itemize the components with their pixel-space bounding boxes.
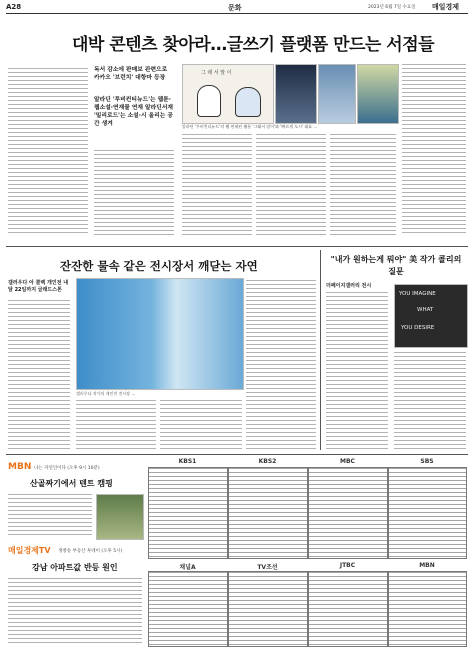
mid-column-rule	[320, 250, 321, 450]
issue-date: 2023년 6월 7일 수요일	[368, 5, 416, 10]
mid-left-text-col4	[246, 280, 316, 450]
mid-left-headline: 잔잔한 물속 같은 전시장서 깨닫는 자연	[60, 259, 258, 273]
mid-left-text-col1	[8, 300, 70, 450]
tv-grid-bottom	[148, 562, 466, 646]
top-article-bottom-rule	[6, 246, 468, 247]
mid-bottom-rule	[6, 454, 468, 455]
tv-channel-channela: 채널A	[179, 564, 196, 571]
webtoon-figure-right	[235, 87, 261, 117]
top-image-cover-3	[357, 64, 399, 124]
mbn-program-time: 나는 자연인이다 (오후 9시 10분)	[34, 466, 100, 471]
tv-channel-mbn: MBN	[419, 562, 435, 569]
tv-channel-jtbc: JTBC	[339, 562, 356, 569]
top-article-text-col5	[330, 134, 396, 236]
mbn-logo: MBN	[8, 462, 32, 472]
top-article-text-col1	[8, 68, 88, 236]
mid-left-caption: 갤러우다 작가의 개인전 전시장 …	[76, 391, 136, 396]
mid-left-text-col3	[160, 400, 242, 450]
mid-right-image-text-3: YOU DESIRE	[401, 325, 435, 331]
top-subhead-1-text: 독서 감소에 판매보 관련으로 카카오 '브런치' 대항마 등장	[94, 67, 168, 81]
mid-right-headline: "내가 원하는게 뭐야" 美 작가 콜리의 질문	[330, 255, 462, 276]
tv-schedule-jtbc	[308, 571, 388, 647]
mid-left-text-col2	[76, 400, 156, 450]
tv-channel-sbs: SBS	[420, 458, 434, 465]
mid-left-subhead: 갤러우다 아 콜렉 개인전 내달 22일까지 글래드스톤	[8, 280, 69, 293]
tv-schedule-mbc	[308, 467, 388, 559]
page-number: A28	[6, 3, 22, 11]
tv-schedule-channela	[148, 571, 228, 647]
tv-grid-top	[148, 458, 466, 558]
top-subhead-2-text: 알라딘 '투비컨티뉴드'는 웹툰·웹소설·연재물 연재 알라딘서재 '밀리로드'는 소설·시 올리는 공간 생겨	[94, 97, 174, 127]
top-image-webtoon	[182, 64, 274, 124]
top-image-caption: 알라딘 '투비컨티뉴드'의 웹 연재된 웹툰 '그래서 말이'와 '빠르게 도시' 대표 …	[182, 124, 318, 129]
maeil-text	[8, 578, 142, 644]
tv-channel-kbs1: KBS1	[178, 458, 197, 465]
mid-right-image	[394, 284, 468, 348]
mbn-text	[8, 494, 92, 538]
mid-right-subhead: 더페이지갤러리 전시	[326, 283, 372, 289]
top-image-cover-2	[318, 64, 356, 124]
mbn-headline: 산골짜기에서 텐트 캠핑	[30, 479, 113, 488]
top-image-webtoon-title: 그 래 서 말 이	[201, 70, 232, 76]
newspaper-name: 매일경제	[432, 3, 460, 11]
top-subhead-2	[94, 96, 174, 128]
tv-schedule-tvchosun	[228, 571, 308, 647]
top-headline: 대박 콘텐츠 찾아라…글쓰기 플랫폼 만드는 서점들	[72, 35, 435, 55]
top-image-cover-1	[275, 64, 317, 124]
tv-schedule-kbs2	[228, 467, 308, 559]
top-article-text-col6	[402, 64, 466, 236]
top-subhead-1	[94, 66, 174, 82]
tv-schedule-mbn	[388, 571, 467, 647]
webtoon-figure-left	[197, 85, 221, 117]
tv-channel-mbc: MBC	[340, 458, 355, 465]
maeil-headline: 강남 아파트값 반등 원인	[32, 563, 118, 572]
mid-right-image-text-1: YOU IMAGINE	[399, 291, 436, 297]
mid-right-image-text-2: WHAT	[417, 307, 434, 313]
tv-channel-tvchosun: TV조선	[257, 564, 278, 571]
top-article-text-col2	[94, 150, 174, 236]
maeil-tv-logo: 매일경제TV	[8, 546, 51, 555]
tv-schedule-kbs1	[148, 467, 228, 559]
mbn-image	[96, 494, 144, 540]
section-label: 문화	[228, 4, 242, 12]
maeil-program-time: 생방송 부동산 투데이 (오후 5시)	[58, 549, 123, 554]
tv-channel-kbs2: KBS2	[258, 458, 277, 465]
mid-right-text-col2	[394, 352, 466, 450]
mid-left-image	[76, 278, 244, 390]
top-article-text-col3	[182, 134, 252, 236]
mid-right-text-col1	[326, 292, 388, 450]
tv-schedule-sbs	[388, 467, 467, 559]
header-rule	[6, 13, 468, 14]
top-article-text-col4	[256, 134, 326, 236]
